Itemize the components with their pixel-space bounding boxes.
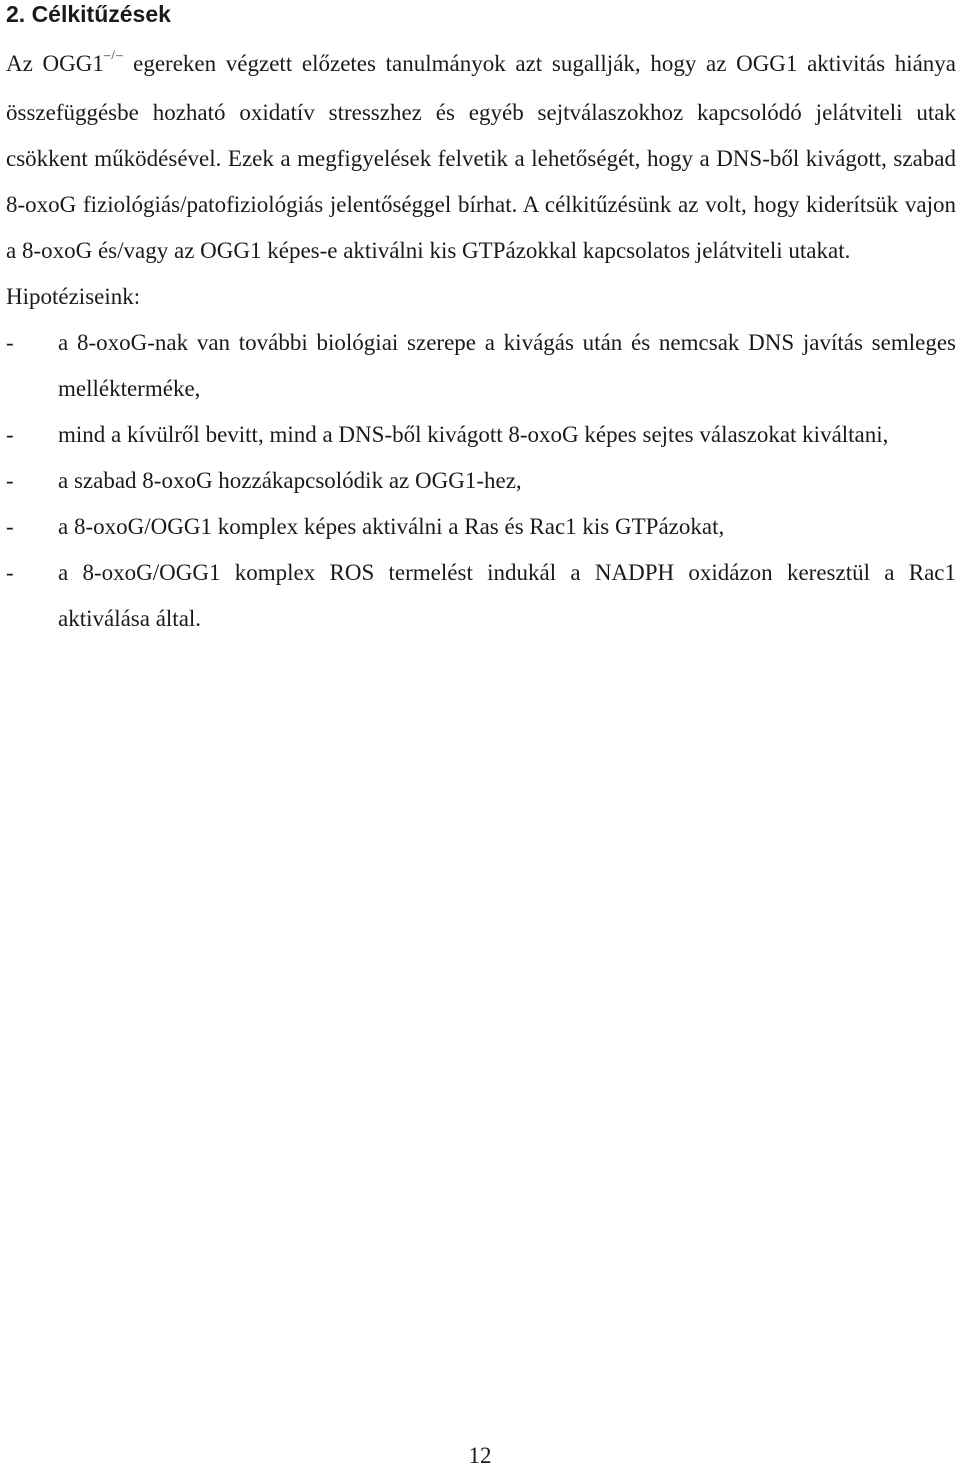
document-page — [6, 0, 956, 642]
list-item — [6, 458, 956, 504]
intro-paragraph — [6, 41, 956, 274]
list-item-text: a szabad 8-oxoG hozzákapcsolódik az OGG1-hez, — [58, 468, 522, 493]
list-item — [6, 320, 956, 412]
list-item-text: a 8-oxoG/OGG1 komplex képes aktiválni a Ras és Rac1 kis GTPázokat, — [58, 514, 725, 539]
list-dash: - — [6, 560, 14, 585]
list-item — [6, 412, 956, 458]
knockout-superscript: –/– — [103, 47, 124, 62]
list-item — [6, 550, 956, 642]
list-item-text: mind a kívülről bevitt, mind a DNS-ből kivágott 8-oxoG képes sejtes válaszokat kiváltani, — [58, 422, 889, 447]
list-item-text: a 8-oxoG/OGG1 komplex ROS termelést indukál a NADPH oxidázon keresztül a Rac1 aktiválása által. — [58, 560, 956, 631]
list-item-text: a 8-oxoG-nak van további biológiai szerepe a kivágás után és nemcsak DNS javítás semleges mellékterméke, — [58, 330, 956, 401]
section-title: 2. Célkitűzések — [6, 1, 171, 27]
intro-rest: egereken végzett előzetes tanulmányok azt sugallják, hogy az OGG1 aktivitás hiánya összefüggésbe hozható oxidatív stresszhez és egyéb sejtválaszokhoz kapcsolódó jelátviteli utak csökkent működésével. Ezek a megfigyelések felvetik a lehetőségét, hogy a DNS-ből kivágott, szabad 8-oxoG fiziológiás/patofiziológiás jelentőséggel bírhat. A célkitűzésünk az volt, hogy kiderítsük vajon a 8-oxoG és/vagy az OGG1 képes-e aktiválni kis GTPázokkal kapcsolatos jelátviteli utakat. — [6, 51, 957, 263]
list-dash: - — [6, 514, 14, 539]
page-number: 12 — [468, 1443, 492, 1468]
intro-start: Az OGG1 — [6, 51, 104, 76]
list-dash: - — [6, 422, 14, 447]
hypotheses-list — [6, 320, 956, 642]
list-item — [6, 504, 956, 550]
hypotheses-heading: Hipotéziseink: — [6, 284, 141, 309]
list-dash: - — [6, 330, 14, 355]
list-dash: - — [6, 468, 14, 493]
